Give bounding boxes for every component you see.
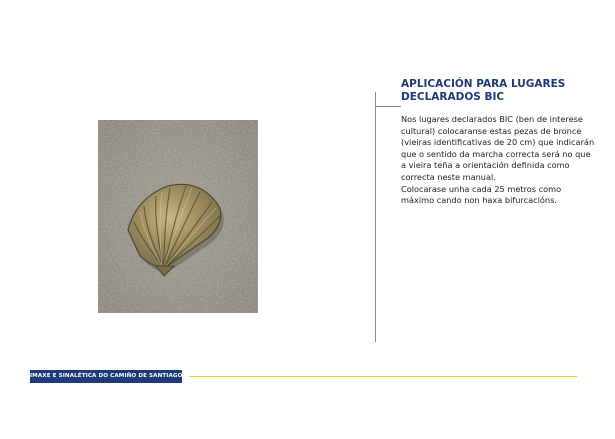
body-line: cultural) colocaranse estas pezas de bronce — [401, 125, 582, 136]
footer-rule — [189, 376, 577, 377]
body-line: Nos lugares declarados BIC (ben de interese — [401, 114, 583, 124]
vertical-divider — [375, 92, 376, 342]
body-line: que o sentido da marcha correcta será no que — [401, 148, 591, 159]
body-line: a vieira teña a orientación definida como — [401, 160, 570, 171]
body-paragraph — [401, 114, 611, 207]
section-heading-line-2: DECLARADOS BIC — [401, 91, 505, 103]
scallop-shell-photo — [98, 120, 258, 313]
body-line: (vieiras identificativas de 20 cm) que indicarán — [401, 137, 595, 148]
body-line: correcta neste manual. — [401, 171, 496, 182]
body-line: Colocarase unha cada 25 metros como — [401, 183, 562, 194]
bronze-scallop-on-stone-image — [98, 120, 258, 313]
section-heading-line-1: APLICACIÓN PARA LUGARES — [401, 78, 566, 90]
section-heading — [401, 78, 601, 104]
body-line: máximo cando non haxa bifurcacións. — [401, 195, 557, 206]
footer-label-badge: IMAXE E SINALÉTICA DO CAMIÑO DE SANTIAGO — [30, 370, 182, 383]
heading-connector-rule — [375, 106, 401, 107]
